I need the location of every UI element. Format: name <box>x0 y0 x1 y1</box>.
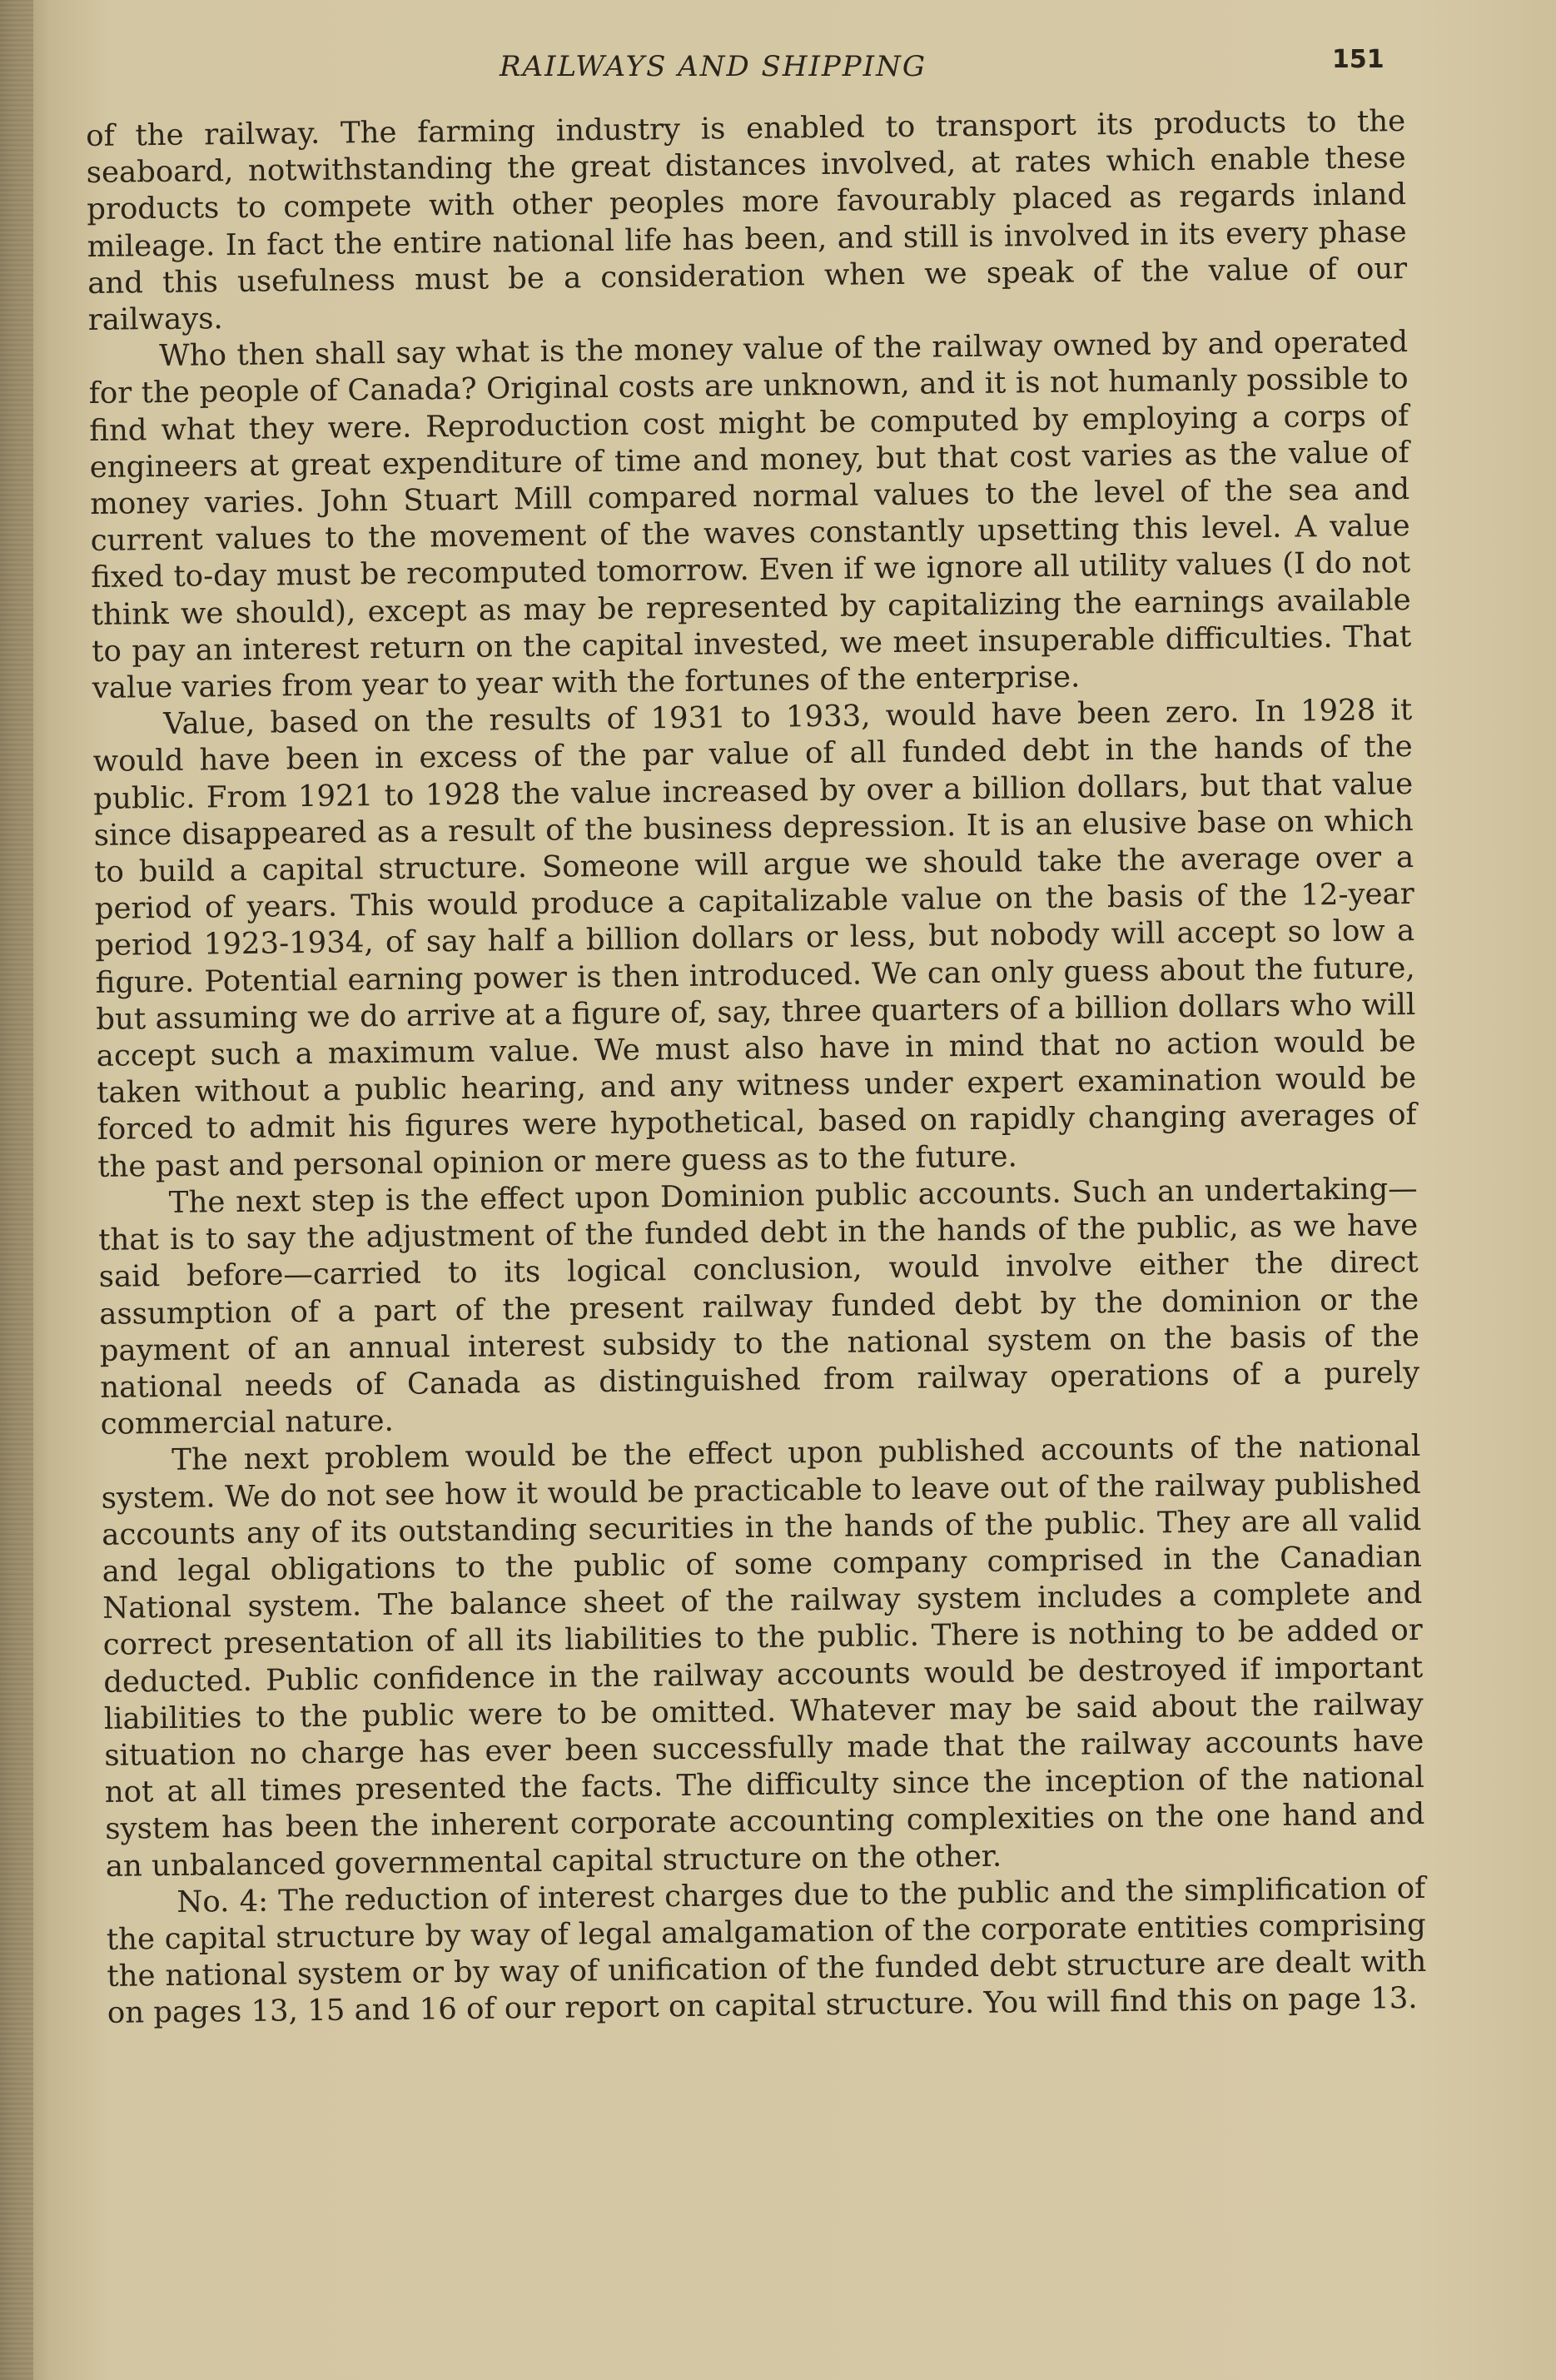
paragraph-2: Who then shall say what is the money value of the railway owned by and operated for the people of Canada? Original costs are unknown, and it is not humanly possible to find what they were. Reproduction cost might be computed by employing a corps of engineers at great expenditure of time and money, but that cost varies as the value of money varies. John Stuart Mill compared normal values to the level of the sea and current values to the movement of the waves constantly upsetting this level. A value fixed to-day must be recomputed tomorrow. Even if we ignore all utility values (I do not think we should), except as may be represented by capitalizing the earnings available to pay an interest return on the capital invested, we meet insuperable difficulties. That value varies from year to year with the fortunes of the enterprise. <box>88 325 1412 706</box>
running-head: RAILWAYS AND SHIPPING <box>500 50 927 83</box>
paragraph-3: Value, based on the results of 1931 to 1933, would have been zero. In 1928 it would have been in excess of the par value of all funded debt in the hands of the public. From 1921 to 1928 the value increased by over a billion dollars, but that value since disappeared as a result of the business depression. It is an elusive base on which to build a capital structure. Someone will argue we should take the average over a period of years. This would produce a capitalizable value on the basis of the 12-year period 1923-1934, of say half a billion dollars or less, but nobody will accept so low a figure. Potential earning power is then introduced. We can only guess about the future, but assuming we do arrive at a figure of, say, three quarters of a billion dollars who will accept such a maximum value. We must also have in mind that no action would be taken without a public hearing, and any witness under expert examination would be forced to admit his figures were hypothetical, based on rapidly changing averages of the past and personal opinion or mere guess as to the future. <box>92 693 1417 1184</box>
paragraph-1: of the railway. The farming industry is enabled to transport its products to the seaboard, notwithstanding the great distances involved, at rates which enable these products to compete with other peoples more favourably placed as regards inland mileage. In fact the entire national life has been, and still is involved in its every phase and this usefulness must be a consideration when we speak of the value of our railways. <box>86 104 1408 337</box>
book-binding-edge <box>0 0 33 2380</box>
paragraph-5: The next problem would be the effect upon published accounts of the national system. We do not see how it would be practicable to leave out of the railway published accounts any of its outstanding securities in the hands of the public. They are all valid and legal obligations to the public of some company comprised in the Canadian National system. The balance sheet of the railway system includes a complete and correct presentation of all its liabilities to the public. There is nothing to be added or deducted. Public confidence in the railway accounts would be destroyed if important liabilities to the public were to be omitted. Whatever may be said about the railway situation no charge has ever been successfully made that the railway accounts have not at all times presented the facts. The difficulty since the inception of the national system has been the inherent corporate accounting complexities on the one hand and an unbalanced governmental capital structure on the other. <box>101 1429 1425 1884</box>
paragraph-6: No. 4: The reduction of interest charges due to the public and the simplification of the capital structure by way of legal amalgamation of the corporate entities comprising the national system or by way of unification of the funded debt structure are dealt with on pages 13, 15 and 16 of our report on capital structure. You will find this on page 13. <box>106 1870 1427 2031</box>
page-header <box>0 43 1556 93</box>
body-text <box>86 103 1427 2032</box>
paragraph-4: The next step is the effect upon Dominion public accounts. Such an undertaking—that is to say the adjustment of the funded debt in the hands of the public, as we have said before—carried to its logical conclusion, would involve either the direct assumption of a part of the present railway funded debt by the dominion or the payment of an annual interest subsidy to the national system on the basis of the national needs of Canada as distinguished from railway operations of a purely commercial nature. <box>98 1171 1420 1442</box>
page-number: 151 <box>1332 45 1384 74</box>
